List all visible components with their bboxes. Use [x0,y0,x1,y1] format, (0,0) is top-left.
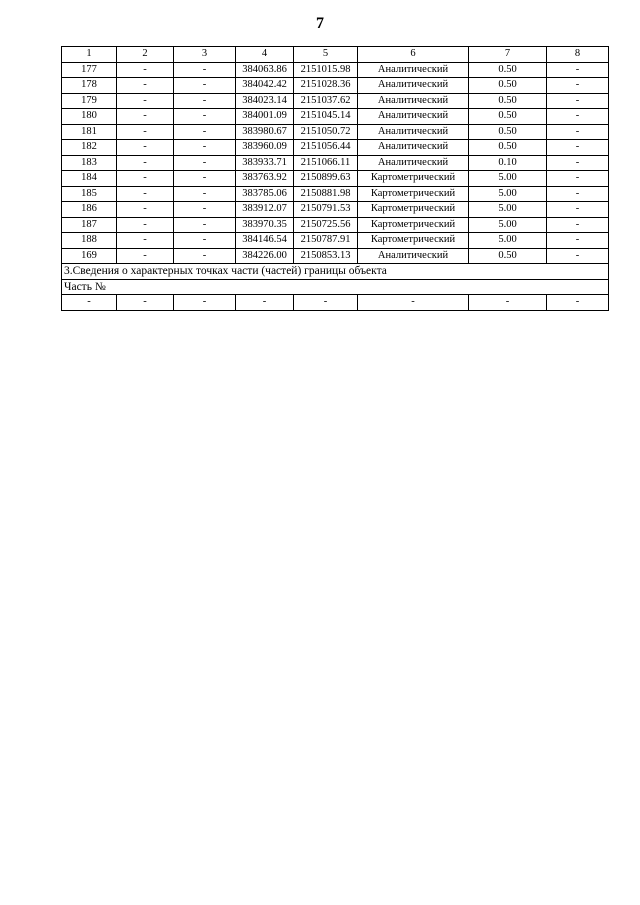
table-cell: - [117,202,174,218]
table-cell: - [174,233,236,249]
table-body [62,47,609,311]
table-cell: - [174,217,236,233]
table-cell: 169 [62,248,117,264]
table-row [62,217,609,233]
table-cell: - [174,62,236,78]
table-cell: - [547,140,609,156]
table-cell: 384042.42 [236,78,294,94]
table-cell: 182 [62,140,117,156]
table-cell: - [117,78,174,94]
section-title-row [62,264,609,280]
table-cell: 2150853.13 [294,248,358,264]
table-cell: 2150881.98 [294,186,358,202]
table-cell: 2151056.44 [294,140,358,156]
table-cell: 383960.09 [236,140,294,156]
table-cell: - [174,140,236,156]
table-cell: - [117,217,174,233]
coordinates-table [61,46,609,311]
table-cell: 5.00 [469,217,547,233]
table-row [62,155,609,171]
table-cell: - [547,78,609,94]
table-cell: 2150787.91 [294,233,358,249]
table-cell: 383933.71 [236,155,294,171]
table-cell: 186 [62,202,117,218]
table-cell: 181 [62,124,117,140]
section-title-row-cell: 3.Сведения о характерных точках части (частей) границы объекта [62,264,609,280]
page-number: 7 [316,15,324,32]
table-cell: 0.10 [469,155,547,171]
table-cell: - [174,124,236,140]
table-cell: - [117,155,174,171]
table-cell: Аналитический [358,140,469,156]
table-cell: 2151045.14 [294,109,358,125]
table-cell: - [174,171,236,187]
table-cell: - [117,248,174,264]
table-row [62,248,609,264]
header-cell: 6 [358,47,469,63]
table-cell: 383980.67 [236,124,294,140]
table-cell: - [174,155,236,171]
table-cell: - [547,155,609,171]
table-cell: 0.50 [469,124,547,140]
header-cell: 2 [117,47,174,63]
table-cell: - [117,93,174,109]
table-cell: - [547,124,609,140]
table-cell: Картометрический [358,233,469,249]
table-row [62,93,609,109]
table-cell: - [117,140,174,156]
table-row [62,109,609,125]
table-cell: 0.50 [469,62,547,78]
table-cell: - [174,78,236,94]
table-cell: - [174,109,236,125]
table-cell: 2151015.98 [294,62,358,78]
table-cell: Аналитический [358,62,469,78]
empty-cell: - [358,295,469,311]
header-cell: 7 [469,47,547,63]
table-cell: Аналитический [358,109,469,125]
table-row [62,124,609,140]
table-cell: Картометрический [358,186,469,202]
table-cell: - [117,124,174,140]
table-cell: 384001.09 [236,109,294,125]
empty-cell: - [174,295,236,311]
table-cell: 2150791.53 [294,202,358,218]
header-cell: 8 [547,47,609,63]
table-cell: 383970.35 [236,217,294,233]
table-cell: 5.00 [469,186,547,202]
table-cell: 185 [62,186,117,202]
part-label-row [62,279,609,295]
table-cell: Аналитический [358,78,469,94]
table-cell: 384063.86 [236,62,294,78]
table-cell: Картометрический [358,202,469,218]
table-cell: 2150899.63 [294,171,358,187]
table-cell: - [547,233,609,249]
table-cell: 383785.06 [236,186,294,202]
table-cell: - [547,186,609,202]
table-cell: 2151066.11 [294,155,358,171]
table-cell: Аналитический [358,124,469,140]
table-row [62,140,609,156]
table-cell: - [547,217,609,233]
empty-cell: - [62,295,117,311]
table-row [62,202,609,218]
table-cell: 178 [62,78,117,94]
table-cell: 384146.54 [236,233,294,249]
table-cell: - [547,109,609,125]
table-row [62,186,609,202]
table-cell: 184 [62,171,117,187]
empty-cell: - [236,295,294,311]
table-cell: - [174,248,236,264]
header-cell: 3 [174,47,236,63]
table-cell: 384226.00 [236,248,294,264]
table-row [62,171,609,187]
table-cell: - [117,171,174,187]
table-cell: - [547,202,609,218]
table-cell: 0.50 [469,78,547,94]
empty-cell: - [469,295,547,311]
empty-cell: - [294,295,358,311]
header-cell: 1 [62,47,117,63]
table-cell: 5.00 [469,233,547,249]
table-cell: 2151037.62 [294,93,358,109]
table-row [62,233,609,249]
table-cell: - [117,186,174,202]
part-label-row-cell: Часть № [62,279,609,295]
table-cell: - [547,93,609,109]
header-cell: 4 [236,47,294,63]
header-row [62,47,609,63]
empty-cell: - [117,295,174,311]
table-cell: 383763.92 [236,171,294,187]
table-cell: - [174,93,236,109]
table-cell: 0.50 [469,109,547,125]
table-cell: - [117,62,174,78]
empty-cell: - [547,295,609,311]
table-cell: 179 [62,93,117,109]
header-cell: 5 [294,47,358,63]
table-cell: Картометрический [358,217,469,233]
table-cell: 384023.14 [236,93,294,109]
table-cell: - [547,171,609,187]
table-cell: 188 [62,233,117,249]
table-cell: 2151050.72 [294,124,358,140]
table-row [62,78,609,94]
table-cell: 180 [62,109,117,125]
table-cell: 5.00 [469,202,547,218]
table-cell: Аналитический [358,93,469,109]
table-cell: - [547,248,609,264]
table-cell: Картометрический [358,171,469,187]
table-cell: - [117,233,174,249]
table-cell: - [547,62,609,78]
table-cell: 183 [62,155,117,171]
table-cell: 5.00 [469,171,547,187]
table-cell: - [174,202,236,218]
table-cell: 0.50 [469,140,547,156]
table-cell: 187 [62,217,117,233]
table-cell: 0.50 [469,248,547,264]
table-cell: - [174,186,236,202]
table-cell: Аналитический [358,248,469,264]
table-cell: 0.50 [469,93,547,109]
empty-row [62,295,609,311]
table-cell: - [117,109,174,125]
table-cell: 2151028.36 [294,78,358,94]
table-cell: 383912.07 [236,202,294,218]
table-cell: Аналитический [358,155,469,171]
table-cell: 177 [62,62,117,78]
table-row [62,62,609,78]
table-cell: 2150725.56 [294,217,358,233]
